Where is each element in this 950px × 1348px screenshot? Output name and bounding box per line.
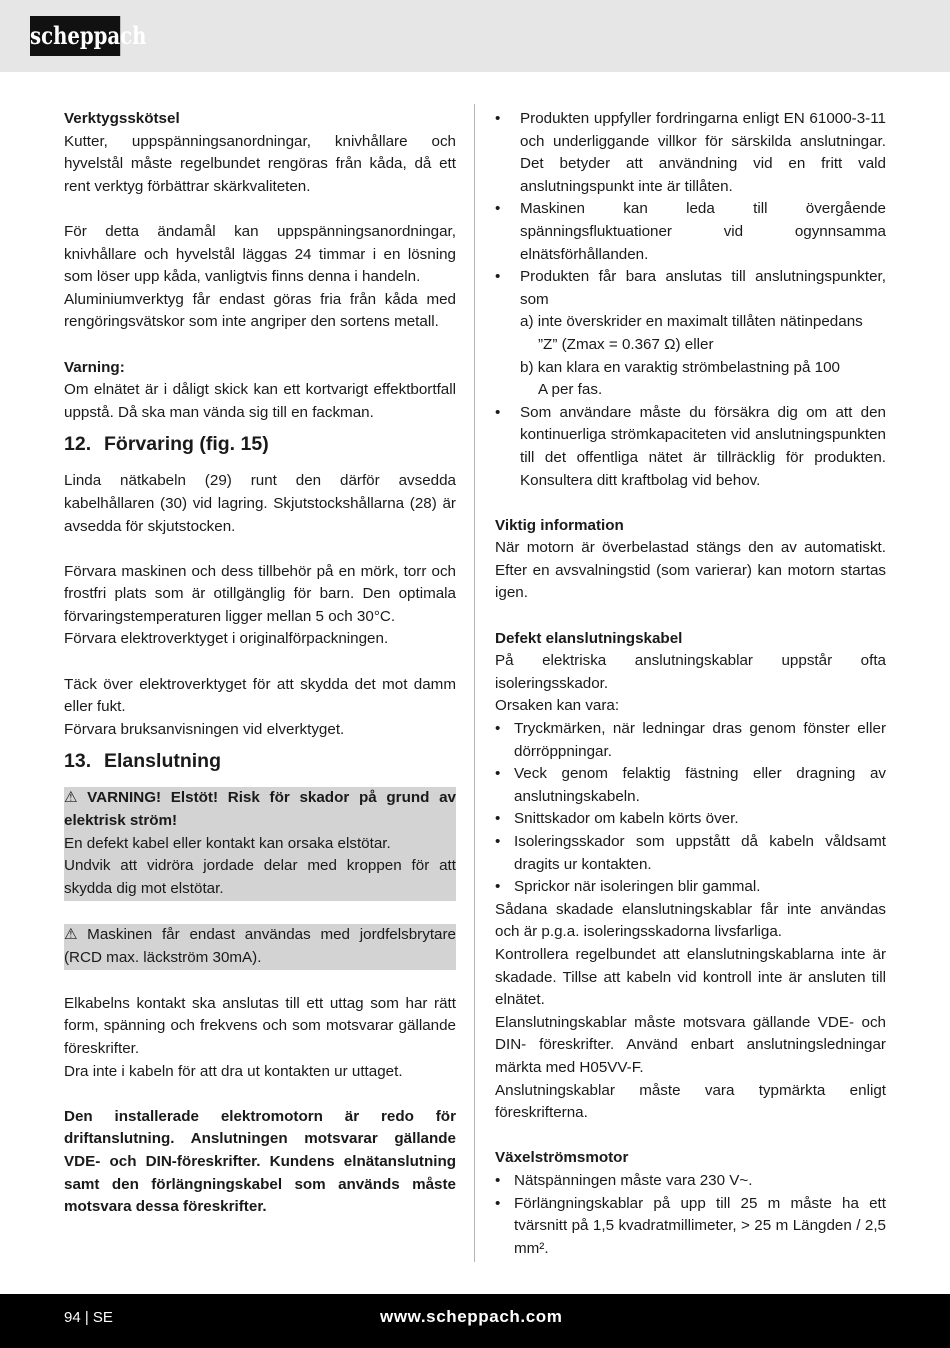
storage-paragraph-4: Täck över elektroverktyget för att skydda det mot damm eller fukt. (64, 675, 456, 716)
defect-cable-heading: Defekt elanslutningskabel (495, 629, 683, 647)
requirements-list-cont (495, 402, 886, 492)
warning-text: Om elnätet är i dåligt skick kan ett kortvarigt effektbortfall uppstå. Då ska man vända sig till en fackman. (64, 381, 456, 421)
tool-care-paragraph-1: Kutter, uppspänningsanordningar, knivhållare och hyvelstål måste regelbundet rengöras från kåda, då ett rent verktyg förbättrar skärkvaliteten. (64, 132, 456, 195)
column-divider (474, 104, 475, 1262)
defect-cable-paragraph-2: Orsaken kan vara: (495, 697, 620, 715)
list-item: • Sprickor när isoleringen blir gammal. (495, 876, 886, 899)
storage-paragraph-1: Linda nätkabeln (29) runt den därför avsedda kabelhållaren (30) vid lagring. Skjutstockshållarna (28) är avsedda för skjutstocken. (64, 472, 456, 535)
page-footer (0, 1294, 950, 1348)
section-13-title: Elanslutning (104, 750, 221, 773)
section-12-number: 12. (64, 433, 92, 456)
list-item: • Förlängningskablar på upp till 25 m måste ha ett tvärsnitt på 1,5 kvadratmillimeter, > 25 m Längden / 2,5 mm². (495, 1193, 886, 1261)
connection-paragraph-2: Dra inte i kabeln för att dra ut kontakten ur uttaget. (64, 1062, 403, 1080)
sublist-item-b: b) kan klara en varaktig strömbelastning på 100 (520, 358, 840, 376)
electric-shock-warning-heading: ⚠ VARNING! Elstöt! Risk för skador på grund av elektrisk ström! (64, 789, 456, 830)
storage-paragraph-2: Förvara maskinen och dess tillbehör på en mörk, torr och frostfri plats som är otillgänglig för barn. Den optimala förvaringstemperaturen ligger mellan 5 och 30°C. (64, 562, 456, 625)
electric-shock-warning-line-1: En defekt kabel eller kontakt kan orsaka elstötar. (64, 834, 391, 852)
electric-shock-warning-line-2: Undvik att vidröra jordade delar med kroppen för att skydda dig mot elstötar. (64, 857, 456, 897)
tool-care-paragraph-3: Aluminiumverktyg får endast göras fria från kåda med rengöringsvätskor som inte angriper den sortens metall. (64, 290, 456, 331)
language-code: SE (92, 1309, 113, 1326)
storage-paragraph-3: Förvara elektroverktyget i originalförpackningen. (64, 630, 389, 648)
ac-motor-list (495, 1170, 886, 1260)
list-item: • Som användare måste du försäkra dig om att den kontinuerliga strömkapaciteten vid anslutningspunkten till det offentliga nätet är tillräcklig för produkten. Konsultera ditt kraftbolag vid behov. (495, 402, 886, 492)
tool-care-paragraph-2: För detta ändamål kan uppspänningsanordningar, knivhållare och hyvelstål läggas 24 timmar i en lösning som löser upp kåda, vanligtvis finns denna i handeln. (64, 222, 456, 286)
connection-paragraph-1: Elkabelns kontakt ska anslutas till ett uttag som har rätt form, spänning och frekvens och som motsvarar gällande föreskrifter. (64, 994, 456, 1057)
left-column (64, 108, 456, 1219)
website-url[interactable]: www.scheppach.com (380, 1307, 563, 1326)
right-column (495, 108, 886, 1260)
storage-paragraph-5: Förvara bruksanvisningen vid elverktyget. (64, 720, 345, 738)
list-item: • Veck genom felaktig fästning eller dragning av anslutningskabeln. (495, 763, 886, 808)
warning-heading: Varning: (64, 358, 125, 376)
rcd-warning-box (64, 924, 456, 970)
important-info-heading: Viktig information (495, 516, 624, 534)
defect-cable-paragraph-5: Elanslutningskablar måste motsvara gällande VDE- och DIN- föreskrifter. Använd enbart anslutningsledningar märkta med H05VV-F. (495, 1013, 886, 1076)
section-13-heading (64, 741, 456, 787)
section-12-title: Förvaring (fig. 15) (104, 433, 269, 456)
defect-cable-paragraph-1: På elektriska anslutningskablar uppstår ofta isoleringsskador. (495, 652, 886, 692)
section-13-number: 13. (64, 750, 92, 773)
defect-cable-paragraph-3: Sådana skadade elanslutningskablar får inte användas och är p.g.a. isoleringsskadorna livsfarliga. (495, 900, 886, 941)
list-item: • Isoleringsskador som uppstått då kabeln våldsamt dragits ur kontakten. (495, 831, 886, 876)
scheppach-logo: scheppach (30, 16, 120, 56)
list-item: • Produkten får bara anslutas till anslutningspunkter, som (495, 266, 886, 311)
important-info-text: När motorn är överbelastad stängs den av automatiskt. Efter en avsvalningstid (som varierar) kan motorn startas igen. (495, 539, 886, 602)
rcd-warning-text: ⚠ Maskinen får endast användas med jordfelsbrytare (RCD max. läckström 30mA). (64, 926, 456, 966)
sublist-item-a: a) inte överskrider en maximalt tillåten nätinpedans (520, 313, 863, 331)
defect-cable-paragraph-4: Kontrollera regelbundet att elanslutningskablarna inte är skadade. Tillse att kabeln vid kontroll inte är ansluten till elnätet. (495, 945, 886, 1009)
defect-cable-paragraph-6: Anslutningskablar måste vara typmärkta enligt föreskrifterna. (495, 1081, 886, 1122)
list-item: • Snittskador om kabeln körts över. (495, 808, 886, 831)
requirements-list (495, 108, 886, 311)
page-number: 94 | SE (64, 1309, 113, 1326)
tool-care-heading: Verktygsskötsel (64, 110, 180, 127)
warning-triangle-icon: ⚠ (64, 926, 84, 943)
section-12-heading (64, 424, 456, 470)
electric-shock-warning-box (64, 787, 456, 901)
list-item: • Tryckmärken, när ledningar dras genom fönster eller dörröppningar. (495, 718, 886, 763)
page-header (0, 0, 950, 72)
connection-paragraph-3: Den installerade elektromotorn är redo för driftanslutning. Anslutningen motsvarar gällande VDE- och DIN-föreskrifter. Kundens elnätanslutning samt den förlängningskabel som används måste motsvara dessa föreskrifter. (64, 1107, 456, 1216)
warning-triangle-icon: ⚠ (64, 789, 84, 807)
sublist-item-a-cont: ”Z” (Zmax = 0.367 Ω) eller (538, 335, 714, 353)
list-item: • Nätspänningen måste vara 230 V~. (495, 1170, 886, 1193)
damage-causes-list (495, 718, 886, 899)
impedance-sublist (495, 311, 886, 401)
list-item: • Maskinen kan leda till övergående spänningsfluktuationer vid ogynnsamma elnätsförhållanden. (495, 198, 886, 266)
ac-motor-heading: Växelströmsmotor (495, 1149, 629, 1167)
sublist-item-b-cont: A per fas. (538, 381, 603, 399)
list-item: • Produkten uppfyller fordringarna enligt EN 61000-3-11 och underliggande villkor för särskilda anslutningar. Det betyder att användning vid en fritt vald anslutningspunkt inte är tillåten. (495, 108, 886, 198)
